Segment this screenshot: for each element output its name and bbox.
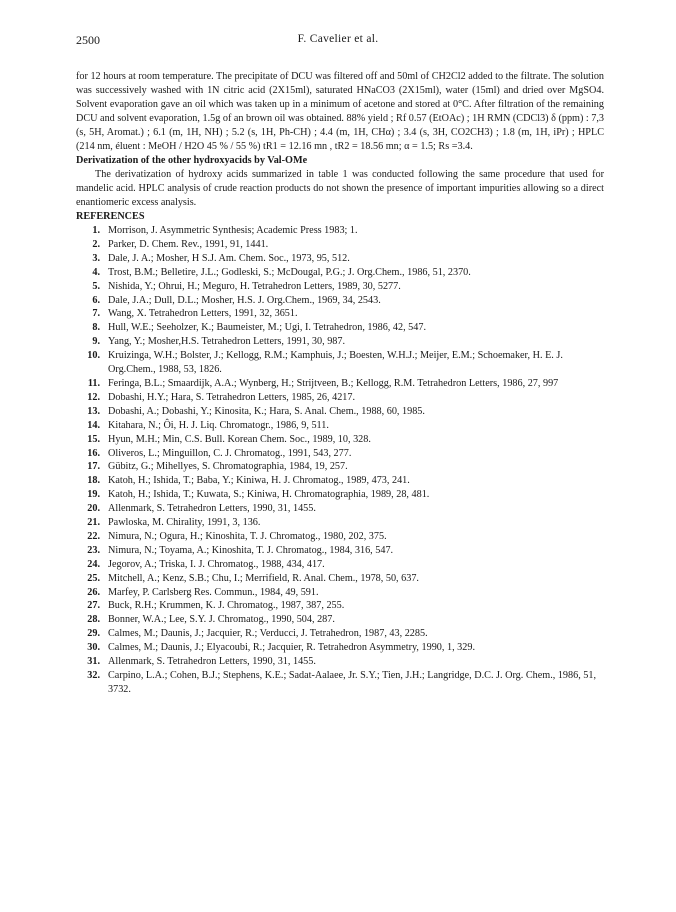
reference-item (76, 252, 604, 266)
reference-text: Bonner, W.A.; Lee, S.Y. J. Chromatog., 1990, 504, 287. (108, 614, 335, 626)
reference-item (76, 224, 604, 238)
reference-number: 12. (87, 391, 100, 403)
reference-text: Pawloska, M. Chirality, 1991, 3, 136. (108, 517, 261, 529)
text-line: éluent : MeOH / H2O 45 % / 55 %) tR1 = 12.16 mn , tR2 = 18.56 mn; α = 1.5; Rs =3.4. (115, 141, 473, 152)
reference-item (76, 502, 604, 516)
reference-number: 6. (92, 294, 100, 306)
reference-list (76, 224, 604, 697)
text-line: was obtained. 88% yield ; Rf 0.57 (EtOAc) ; 1H RMN (CDCl3) δ (ppm) : 7,3 (s, 5H, Aromat.) ; 6.1 (m, 1H, (76, 113, 605, 138)
reference-text: Calmes, M.; Daunis, J.; Elyacoubi, R.; Jacquier, R. Tetrahedron Asymmetry, 1990, 1, 329. (108, 642, 475, 654)
experimental-paragraph (76, 70, 604, 154)
reference-text: Hull, W.E.; Seeholzer, K.; Baumeister, M.; Ugi, I. Tetrahedron, 1986, 42, 547. (108, 322, 427, 334)
reference-item (76, 586, 604, 600)
reference-number: 7. (92, 308, 100, 320)
reference-text: Jegorov, A.; Triska, I. J. Chromatog., 1988, 434, 417. (108, 558, 325, 570)
section-heading: Derivatization of the other hydroxyacids by Val-OMe (76, 155, 308, 166)
reference-number: 15. (87, 433, 100, 445)
reference-item (76, 335, 604, 349)
running-head: F. Cavelier et al. (297, 33, 379, 45)
reference-item (76, 419, 604, 433)
reference-text: Dale, J.A.; Dull, D.L.; Mosher, H.S. J. Org.Chem., 1969, 34, 2543. (108, 294, 381, 306)
reference-item (76, 280, 604, 294)
reference-number: 20. (87, 503, 100, 515)
reference-number: 16. (87, 447, 100, 459)
reference-text: Trost, B.M.; Belletire, J.L.; Godleski, S.; McDougal, P.G.; J. Org.Chem., 1986, 51, 2370. (108, 266, 471, 278)
reference-number: 10. (87, 350, 100, 362)
reference-number: 30. (87, 642, 100, 654)
reference-number: 1. (92, 225, 100, 236)
text-line: acetone and stored at 0°C. After filtration of the remaining DCU and solvent evaporation, 1.5g of an brown oil (76, 99, 604, 124)
text-line: water (15ml) and dried over MgSO4. Solvent evaporation gave an oil which was taken up in a minimum of (76, 85, 605, 110)
reference-number: 3. (92, 252, 100, 264)
reference-text: Kruizinga, W.H.; Bolster, J.; Kellogg, R.M.; Kamphuis, J.; Boesten, W.H.J.; Meijer, E.M.; Schoemaker, H. E. J. Org.Chem., 1988, 53, 1826. (108, 350, 563, 376)
reference-text: Yang, Y.; Mosher,H.S. Tetrahedron Letters, 1991, 30, 987. (108, 336, 346, 348)
reference-number: 32. (87, 670, 100, 681)
reference-number: 11. (87, 377, 100, 389)
reference-number: 31. (87, 656, 100, 668)
reference-text: Allenmark, S. Tetrahedron Letters, 1990, 31, 1455. (108, 503, 316, 515)
reference-item (76, 307, 604, 321)
reference-text: Buck, R.H.; Krummen, K. J. Chromatog., 1987, 387, 255. (108, 600, 345, 612)
reference-text: Katoh, H.; Ishida, T.; Kuwata, S.; Kiniwa, H. Chromatographia, 1989, 28, 481. (108, 489, 430, 501)
reference-item (76, 572, 604, 586)
reference-item (76, 391, 604, 405)
reference-item (76, 321, 604, 335)
reference-item (76, 405, 604, 419)
reference-item (76, 669, 604, 697)
reference-number: 5. (92, 280, 100, 292)
reference-text: Gübitz, G.; Mihellyes, S. Chromatographia, 1984, 19, 257. (108, 461, 348, 473)
reference-number: 28. (87, 614, 100, 626)
reference-number: 21. (87, 517, 100, 529)
references-heading: REFERENCES (76, 211, 145, 222)
reference-number: 8. (92, 322, 100, 334)
reference-item (76, 433, 604, 447)
reference-number: 22. (87, 530, 100, 542)
reference-text: Dobashi, H.Y.; Hara, S. Tetrahedron Letters, 1985, 26, 4217. (108, 391, 356, 403)
reference-item (76, 349, 604, 377)
reference-item (76, 558, 604, 572)
reference-number: 29. (87, 628, 100, 640)
reference-number: 18. (87, 475, 100, 487)
reference-text: Mitchell, A.; Kenz, S.B.; Chu, I.; Merrifield, R. Anal. Chem., 1978, 50, 637. (108, 572, 419, 584)
reference-text: Morrison, J. Asymmetric Synthesis; Academic Press 1983; 1. (108, 225, 358, 236)
reference-item (76, 641, 604, 655)
reference-number: 23. (87, 544, 100, 556)
text-line: filtrate. The solution was successively washed with 1N citric acid (2X15ml), saturated HNaCO3 (2X15ml), (76, 71, 605, 96)
reference-text: Nimura, N.; Ogura, H.; Kinoshita, T. J. Chromatog., 1980, 202, 375. (108, 530, 387, 542)
reference-item (76, 627, 604, 641)
reference-item (76, 294, 604, 308)
reference-item (76, 266, 604, 280)
reference-text: Calmes, M.; Daunis, J.; Jacquier, R.; Verducci, J. Tetrahedron, 1987, 43, 2285. (108, 628, 428, 640)
reference-text: Oliveros, L.; Minguillon, C. J. Chromatog., 1991, 543, 277. (108, 447, 352, 459)
reference-text: Wang, X. Tetrahedron Letters, 1991, 32, 3651. (108, 308, 298, 320)
reference-item (76, 238, 604, 252)
reference-number: 26. (87, 586, 100, 598)
reference-item (76, 516, 604, 530)
text-line: for 12 hours at room temperature. The precipitate of DCU was filtered off and 50ml of CH2Cl2 added to the (76, 71, 519, 82)
reference-number: 4. (92, 266, 100, 278)
reference-item (76, 460, 604, 474)
reference-text: Dobashi, A.; Dobashi, Y.; Kinosita, K.; Hara, S. Anal. Chem., 1988, 60, 1985. (108, 405, 425, 417)
reference-item (76, 377, 604, 391)
reference-number: 2. (92, 238, 100, 250)
reference-text: Marfey, P. Carlsberg Res. Commun., 1984, 49, 591. (108, 586, 319, 598)
reference-text: Hyun, M.H.; Min, C.S. Bull. Korean Chem. Soc., 1989, 10, 328. (108, 433, 371, 445)
reference-text: Kitahara, N.; Ôi, H. J. Liq. Chromatogr., 1986, 9, 511. (108, 419, 329, 431)
reference-text: Feringa, B.L.; Smaardijk, A.A.; Wynberg, H.; Strijtveen, B.; Kellogg, R.M. Tetrahedron Letters, 1986, 27, 997 (108, 377, 559, 389)
reference-number: 25. (87, 572, 100, 584)
article-body (76, 70, 604, 697)
reference-item (76, 530, 604, 544)
reference-number: 13. (87, 405, 100, 417)
reference-item (76, 447, 604, 461)
reference-item (76, 474, 604, 488)
reference-number: 27. (87, 600, 100, 612)
reference-text: Nimura, N.; Toyama, A.; Kinoshita, T. J. Chromatog., 1984, 316, 547. (108, 544, 394, 556)
reference-item (76, 599, 604, 613)
reference-number: 14. (87, 419, 100, 431)
reference-text: Katoh, H.; Ishida, T.; Baba, Y.; Kiniwa, H. J. Chromatog., 1989, 473, 241. (108, 475, 410, 487)
reference-number: 17. (87, 461, 100, 473)
text-line: NH) ; 5.2 (s, 1H, Ph-CH) ; 4.4 (m, 1H, CHα) ; 3.4 (s, 3H, CO2CH3) ; 1.8 (m, 1H, iPr) ; HPLC (214 nm, (76, 127, 604, 152)
reference-number: 19. (87, 489, 100, 501)
reference-item (76, 655, 604, 669)
reference-item (76, 544, 604, 558)
reference-text: Allenmark, S. Tetrahedron Letters, 1990, 31, 1455. (108, 656, 316, 668)
reference-item (76, 613, 604, 627)
reference-number: 9. (92, 336, 100, 348)
section-paragraph: The derivatization of hydroxy acids summarized in table 1 was conducted following the same procedure that used for mandelic acid. HPLC analysis of crude reaction products do not shown the presence of important impurities allowing so a direct enantiomeric excess analysis. (76, 169, 604, 208)
reference-text: Carpino, L.A.; Cohen, B.J.; Stephens, K.E.; Sadat-Aalaee, Jr. S.Y.; Tien, J.H.; Langridge, D.C. J. Org. Chem., 1986, 51, 3732. (108, 670, 597, 695)
reference-text: Parker, D. Chem. Rev., 1991, 91, 1441. (108, 238, 269, 250)
reference-text: Nishida, Y.; Ohrui, H.; Meguro, H. Tetrahedron Letters, 1989, 30, 5277. (108, 280, 401, 292)
reference-number: 24. (87, 558, 100, 570)
reference-text: Dale, J. A.; Mosher, H S.J. Am. Chem. Soc., 1973, 95, 512. (108, 252, 350, 264)
page-number: 2500 (76, 33, 100, 47)
reference-item (76, 488, 604, 502)
